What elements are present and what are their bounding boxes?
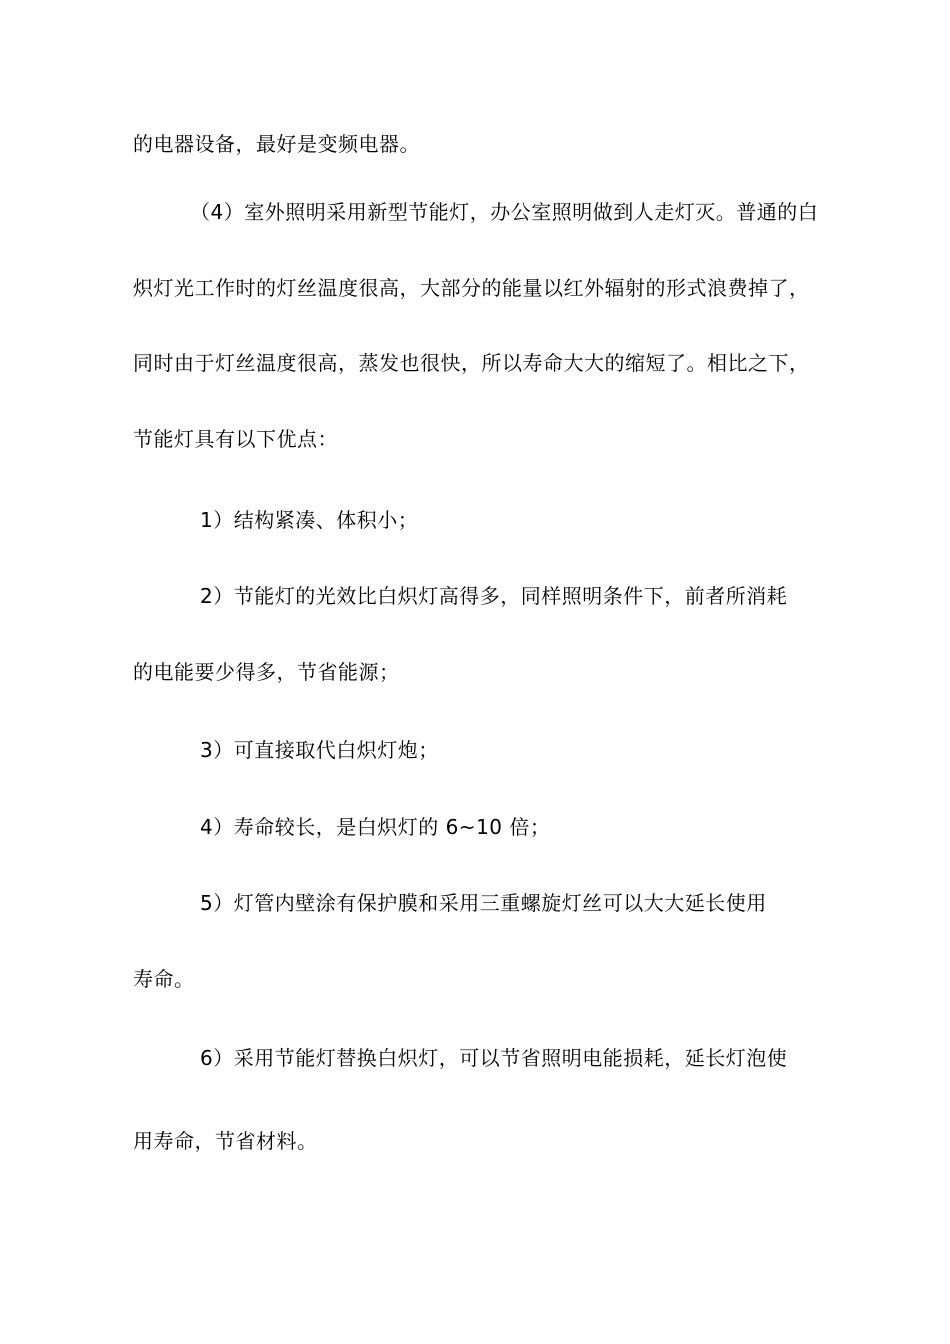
paragraph-line: 的电能要少得多，节省能源； [133,660,400,684]
list-item: 4）寿命较长，是白炽灯的 6~10 倍； [200,815,551,839]
paragraph-line: 同时由于灯丝温度很高，蒸发也很快，所以寿命大大的缩短了。相比之下， [133,351,810,375]
paragraph-line: 炽灯光工作时的灯丝温度很高，大部分的能量以红外辐射的形式浪费掉了， [133,276,810,300]
paragraph-line: 的电器设备，最好是变频电器。 [133,132,420,156]
paragraph-line: 寿命。 [133,967,195,991]
list-item: 1）结构紧凑、体积小； [200,508,419,532]
paragraph-line: 节能灯具有以下优点： [133,427,338,451]
paragraph-line: 用寿命，节省材料。 [133,1129,318,1153]
list-item: 5）灯管内壁涂有保护膜和采用三重螺旋灯丝可以大大延长使用 [200,891,767,915]
paragraph-line: （4）室外照明采用新型节能灯，办公室照明做到人走灯灭。普通的白 [190,200,819,224]
list-item: 6）采用节能灯替换白炽灯，可以节省照明电能损耗，延长灯泡使 [200,1046,788,1070]
list-item: 2）节能灯的光效比白炽灯高得多，同样照明条件下，前者所消耗 [200,584,788,608]
list-item: 3）可直接取代白炽灯炮； [200,738,439,762]
